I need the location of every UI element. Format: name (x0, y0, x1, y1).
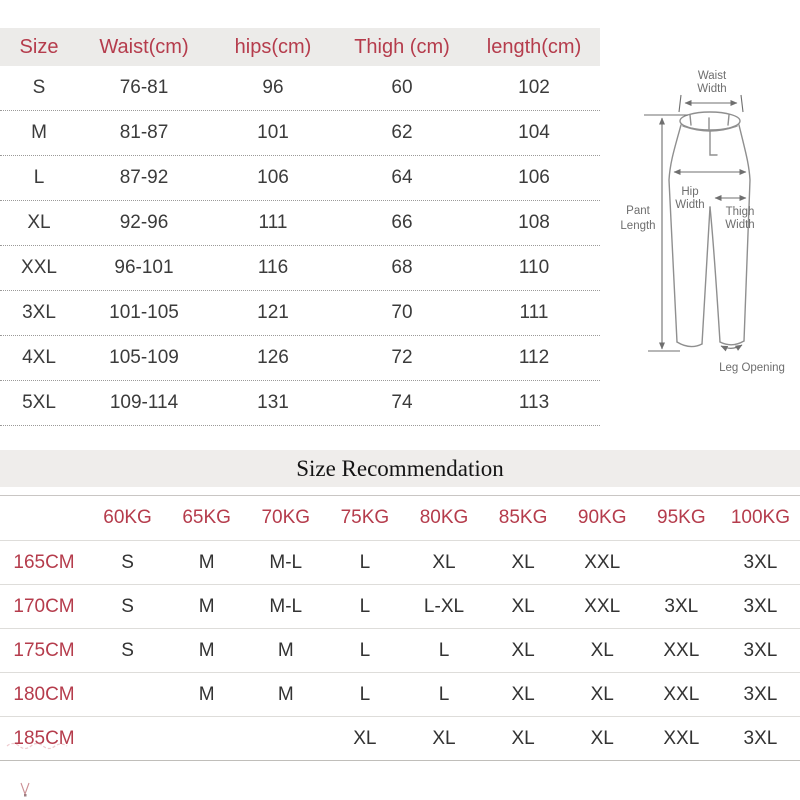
size-cell: XL (27, 212, 51, 233)
rec-size-cell: 3XL (743, 595, 778, 617)
size-table-row (0, 246, 600, 291)
rec-size-cell: L (359, 595, 371, 617)
rec-size-cell: S (121, 639, 134, 661)
size-cell: M (31, 122, 47, 143)
size-cell: 4XL (22, 347, 56, 368)
size-cell: 126 (257, 347, 289, 368)
rec-size-cell: XL (511, 683, 535, 705)
rec-size-cell: XL (353, 727, 377, 749)
size-cell: 106 (257, 167, 289, 188)
waist-width-label: Waist (697, 70, 727, 82)
thigh-width-label: Width (725, 219, 755, 231)
size-column-header: Thigh (cm) (354, 35, 450, 58)
rec-size-cell: XXL (663, 727, 700, 749)
size-cell: 76-81 (119, 77, 169, 98)
size-cell: 109-114 (109, 392, 179, 413)
rec-size-cell: XXL (584, 551, 621, 573)
height-row-label: 165CM (13, 551, 75, 573)
size-cell: XXL (21, 257, 57, 278)
rec-size-cell: M (198, 639, 215, 661)
size-cell: 60 (391, 77, 413, 98)
size-column-header: hips(cm) (234, 35, 312, 58)
pants-diagram-icon (600, 55, 800, 385)
weight-column-header: 85KG (498, 507, 548, 528)
weight-column-header: 60KG (103, 507, 152, 528)
waist-width-label: Width (697, 83, 727, 95)
rec-size-cell: XL (511, 595, 535, 617)
size-table (0, 28, 600, 426)
size-cell: 70 (391, 302, 413, 323)
size-cell: 74 (391, 392, 413, 413)
hip-width-label: Hip (681, 186, 699, 198)
thigh-width-label: Thigh (725, 206, 755, 218)
pant-length-label: Length (620, 220, 656, 232)
size-cell: 104 (518, 122, 550, 143)
size-cell: 72 (391, 347, 413, 368)
size-cell: 3XL (22, 302, 56, 323)
rec-size-cell: M-L (269, 595, 303, 617)
size-cell: 102 (518, 77, 550, 98)
size-table-row (0, 381, 600, 426)
size-cell: 121 (257, 302, 289, 323)
rec-size-cell: L (359, 639, 371, 661)
rec-table-row (0, 717, 800, 761)
rec-size-cell: XL (511, 639, 535, 661)
size-cell: 62 (391, 122, 413, 143)
size-cell: 66 (391, 212, 413, 233)
size-recommendation-title: Size Recommendation (296, 456, 504, 481)
rec-size-cell: L (438, 683, 450, 705)
rec-size-cell: M (277, 683, 294, 705)
size-cell: 101-105 (109, 302, 179, 323)
size-cell: 131 (257, 392, 289, 413)
weight-column-header: 75KG (340, 507, 390, 528)
rec-size-cell: M (198, 551, 215, 573)
height-row-label: 170CM (13, 595, 75, 617)
rec-size-cell: XXL (663, 683, 700, 705)
rec-size-cell: 3XL (743, 727, 778, 749)
rec-size-cell: M-L (269, 551, 303, 573)
size-cell: 96 (262, 77, 284, 98)
rec-table-row (0, 673, 800, 717)
rec-table-row (0, 629, 800, 673)
pants-diagram (600, 55, 800, 385)
size-table-row (0, 201, 600, 246)
rec-size-cell: L (359, 683, 371, 705)
height-row-label: 175CM (13, 639, 75, 661)
rec-size-cell: M (277, 639, 294, 661)
rec-size-cell: XL (511, 727, 535, 749)
size-cell: 106 (518, 167, 550, 188)
size-cell: 101 (257, 122, 289, 143)
recommendation-table (0, 496, 800, 761)
rec-size-cell: XL (590, 639, 614, 661)
size-table-row (0, 336, 600, 381)
rec-size-cell: XXL (584, 595, 621, 617)
rec-table-body (0, 541, 800, 761)
rec-size-cell: S (121, 595, 134, 617)
size-table-row (0, 291, 600, 336)
size-cell: 110 (518, 257, 550, 278)
rec-header-row (0, 496, 800, 541)
rec-size-cell: L-XL (423, 595, 465, 617)
size-column-header: Waist(cm) (99, 35, 189, 58)
weight-column-header: 90KG (577, 507, 627, 528)
rec-size-cell: XL (511, 551, 535, 573)
rec-size-cell: L (438, 639, 450, 661)
size-cell: 105-109 (109, 347, 179, 368)
artifact-mark (18, 781, 32, 797)
weight-column-header: 80KG (419, 507, 469, 528)
rec-size-cell: 3XL (664, 595, 699, 617)
size-recommendation-band (0, 450, 800, 487)
rec-size-cell: L (359, 551, 371, 573)
weight-column-header: 70KG (261, 507, 311, 528)
size-column-header: length(cm) (486, 35, 582, 58)
rec-size-cell: M (198, 595, 215, 617)
leg-opening-label: Leg Opening (719, 362, 785, 374)
size-cell: 64 (391, 167, 413, 188)
rec-size-cell: S (121, 551, 134, 573)
rec-size-cell: XL (590, 683, 614, 705)
rec-size-cell: XL (432, 551, 456, 573)
rec-size-cell: XL (590, 727, 614, 749)
rec-size-cell: XXL (663, 639, 700, 661)
rec-size-cell: M (198, 683, 215, 705)
size-table-row (0, 66, 600, 111)
weight-column-header: 100KG (730, 507, 790, 528)
size-table-header (0, 28, 600, 66)
size-cell: 68 (391, 257, 413, 278)
size-column-header: Size (19, 35, 59, 58)
size-cell: 111 (519, 302, 549, 323)
rec-table-row (0, 585, 800, 629)
hip-width-label: Width (675, 199, 705, 211)
rec-table-row (0, 541, 800, 585)
size-cell: 96-101 (114, 257, 174, 278)
size-cell: 116 (257, 257, 289, 278)
size-table-row (0, 156, 600, 201)
size-cell: 5XL (22, 392, 56, 413)
weight-column-header: 65KG (182, 507, 231, 528)
height-row-label: 180CM (13, 683, 75, 705)
size-cell: 81-87 (119, 122, 169, 143)
size-cell: 113 (518, 392, 550, 413)
rec-size-cell: 3XL (743, 551, 778, 573)
rec-size-cell: XL (432, 727, 456, 749)
size-cell: 111 (258, 212, 288, 233)
size-cell: S (32, 77, 46, 98)
weight-column-header: 95KG (657, 507, 706, 528)
size-table-row (0, 111, 600, 156)
artifact-mark (5, 739, 71, 751)
pant-length-label: Pant (626, 205, 650, 217)
size-cell: 112 (518, 347, 550, 368)
rec-size-cell: 3XL (743, 683, 778, 705)
rec-size-cell: 3XL (743, 639, 778, 661)
size-table-body (0, 66, 600, 426)
height-row-label: 185CM (13, 727, 75, 749)
size-cell: 87-92 (119, 167, 169, 188)
size-cell: 92-96 (119, 212, 169, 233)
size-cell: L (33, 167, 45, 188)
size-cell: 108 (518, 212, 550, 233)
